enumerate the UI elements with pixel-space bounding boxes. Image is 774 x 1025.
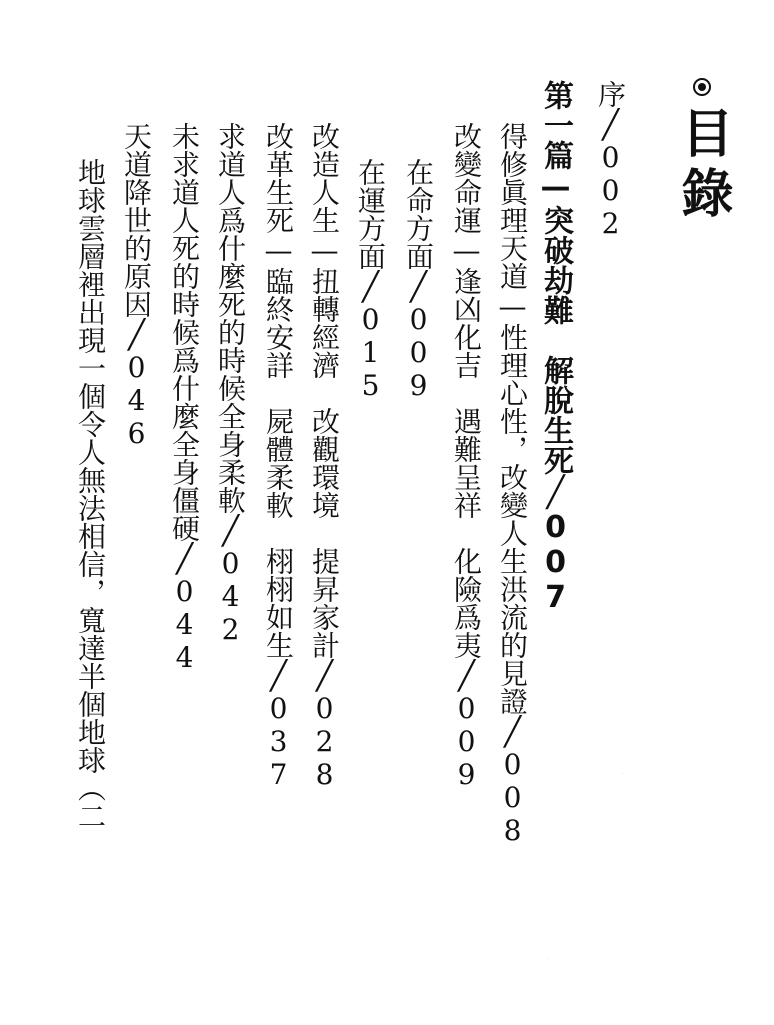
toc-entry: 改變命運—逢凶化吉 遇難呈祥 化險爲夷╱009 xyxy=(450,122,483,791)
page-title: 目錄 xyxy=(672,106,732,226)
bullseye-icon xyxy=(693,78,711,96)
toc-subentry: 地球雲層裡出現一個令人無法相信，寬達半個地球（二 xyxy=(74,158,107,830)
toc-entry: 改革生死—臨終安詳 屍體柔軟 栩栩如生╱037 xyxy=(262,122,295,791)
toc-entry: 改造人生—扭轉經濟 改觀環境 提昇家計╱028 xyxy=(308,122,341,791)
scan-speck: . xyxy=(622,770,624,776)
toc-entry-preface: 序╱002 xyxy=(594,80,627,240)
toc-entry: 天道降世的原因╱046 xyxy=(120,122,153,450)
toc-entry: 未求道人死的時候爲什麼全身僵硬╱044 xyxy=(168,122,201,674)
toc-chapter-1: 第一篇—突破劫難 解脫生死╱007 xyxy=(538,80,573,615)
scan-speck: . xyxy=(548,955,550,961)
toc-subentry: 在運方面╱015 xyxy=(354,158,387,402)
toc-entry: 求道人爲什麼死的時候全身柔軟╱042 xyxy=(214,122,247,646)
toc-entry: 得修眞理天道—性理心性，改變人生洪流的見證╱008 xyxy=(496,122,529,847)
toc-heading xyxy=(672,78,732,231)
toc-subentry: 在命方面╱009 xyxy=(402,158,435,402)
